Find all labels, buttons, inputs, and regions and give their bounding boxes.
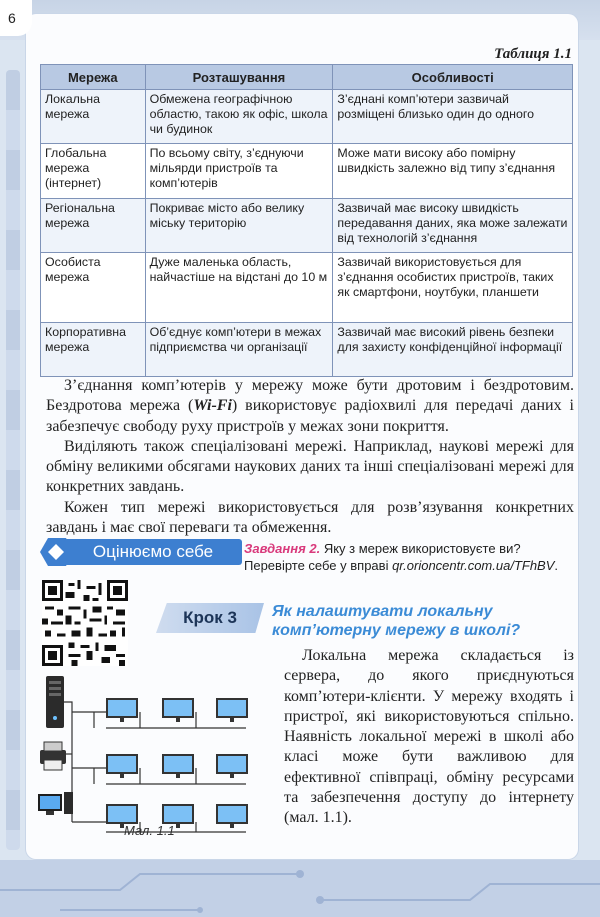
networks-table [40, 64, 573, 377]
table-row [41, 199, 573, 253]
table-cell: Локальна мережа [41, 90, 146, 144]
step-text [284, 646, 574, 829]
monitor-icon [106, 698, 248, 828]
step-paragraph: Локальна мережа складається із сервера, до якого приєднуються комп’ютери-клієнти. У мережу входять і пристрої, які використовуються спільно. Наявність локальної мережі в школі або класі може бути важливою для ефективної співпраці, обміну ресурсами та забезпечення доступу до інтернету (мал. 1.1). [284, 647, 574, 827]
table-cell: Регіональна мережа [41, 199, 146, 253]
table-cell: Об’єднує комп’ютери в межах підприємства чи організації [145, 323, 333, 377]
table-cell: Зазвичай має високий рівень безпеки для захисту конфіденційної інформації [333, 323, 573, 377]
table-row [41, 323, 573, 377]
printer-icon [40, 742, 66, 770]
table-cell: Дуже маленька область, найчастіше на відстані до 10 м [145, 253, 333, 323]
wifi-term: Wi-Fi [193, 397, 232, 415]
local-network-diagram [36, 672, 266, 842]
page-number: 6 [0, 0, 32, 36]
table-title: Таблиця 1.1 [494, 46, 572, 62]
table-row [41, 144, 573, 199]
bottom-decoration [0, 860, 600, 917]
task-link[interactable]: qr.orioncentr.com.ua/TFhBV [392, 558, 555, 573]
table-cell: По всьому світу, з’єднуючи мільярди пристроїв та комп’ютерів [145, 144, 333, 199]
table-cell: Корпоративна мережа [41, 323, 146, 377]
qr-code-icon[interactable] [40, 580, 130, 666]
table-cell: Особиста мережа [41, 253, 146, 323]
table-cell: З’єднані комп’ютери зазвичай розміщені близько один до одного [333, 90, 573, 144]
table-row [41, 253, 573, 323]
body-text [46, 376, 574, 538]
table-row [41, 90, 573, 144]
table-cell: Обмежена географічною областю, такою як офіс, школа чи будинок [145, 90, 333, 144]
circuit-decor-icon [0, 860, 600, 917]
paragraph-types: Кожен тип мережі використовується для розв’язування конкретних завдань і має свої переваги та обмеження. [46, 498, 574, 537]
task-label: Завдання 2. [244, 541, 321, 556]
table-cell: Зазвичай має високу швидкість передавання даних, яка може залежати від технологій з’єднання [333, 199, 573, 253]
paragraph-specialized: Виділяють також спеціалізовані мережі. Наприклад, наукові мережі для обміну великими обсягами наукових даних та інші спеціалізовані мережі для конкретних завдань. [46, 437, 574, 496]
table-header-row [41, 65, 573, 90]
figure-caption: Мал. 1.1 [124, 823, 175, 838]
assessment-label: Оцінюємо себе [64, 539, 242, 565]
task-text: Яку з мереж використовуєте ви? Перевірте себе у вправі [244, 541, 521, 573]
table-header-cell: Особливості [333, 65, 573, 90]
table-cell: Може мати високу або помірну швидкість залежно від типу з’єднання [333, 144, 573, 199]
table-header-cell: Розташування [145, 65, 333, 90]
table-header-cell: Мережа [41, 65, 146, 90]
server-icon [46, 676, 64, 728]
step-title: Як налаштувати локальну комп’ютерну мережу в школі? [272, 603, 521, 639]
table-cell: Зазвичай використовується для з’єднання особистих пристроїв, таких як смартфони, ноутбуки, планшети [333, 253, 573, 323]
paragraph-wireless: З’єднання комп’ютерів у мережу може бути дротовим і бездротовим. Бездротова мережа (Wi-Fi) використовує радіохвилі для передачі даних і забезпечує свободу руху пристроїв у межах зони покриття. [46, 377, 574, 435]
client-pc-icon [38, 792, 73, 815]
step-label: Крок 3 [183, 608, 237, 627]
left-decor-strip [6, 70, 20, 850]
table-cell: Покриває місто або велику міську територію [145, 199, 333, 253]
task-2: Завдання 2. Яку з мереж використовуєте ви? Перевірте себе у вправі qr.orioncentr.com.ua/TFhBV. [244, 541, 559, 573]
table-cell: Глобальна мережа (інтернет) [41, 144, 146, 199]
